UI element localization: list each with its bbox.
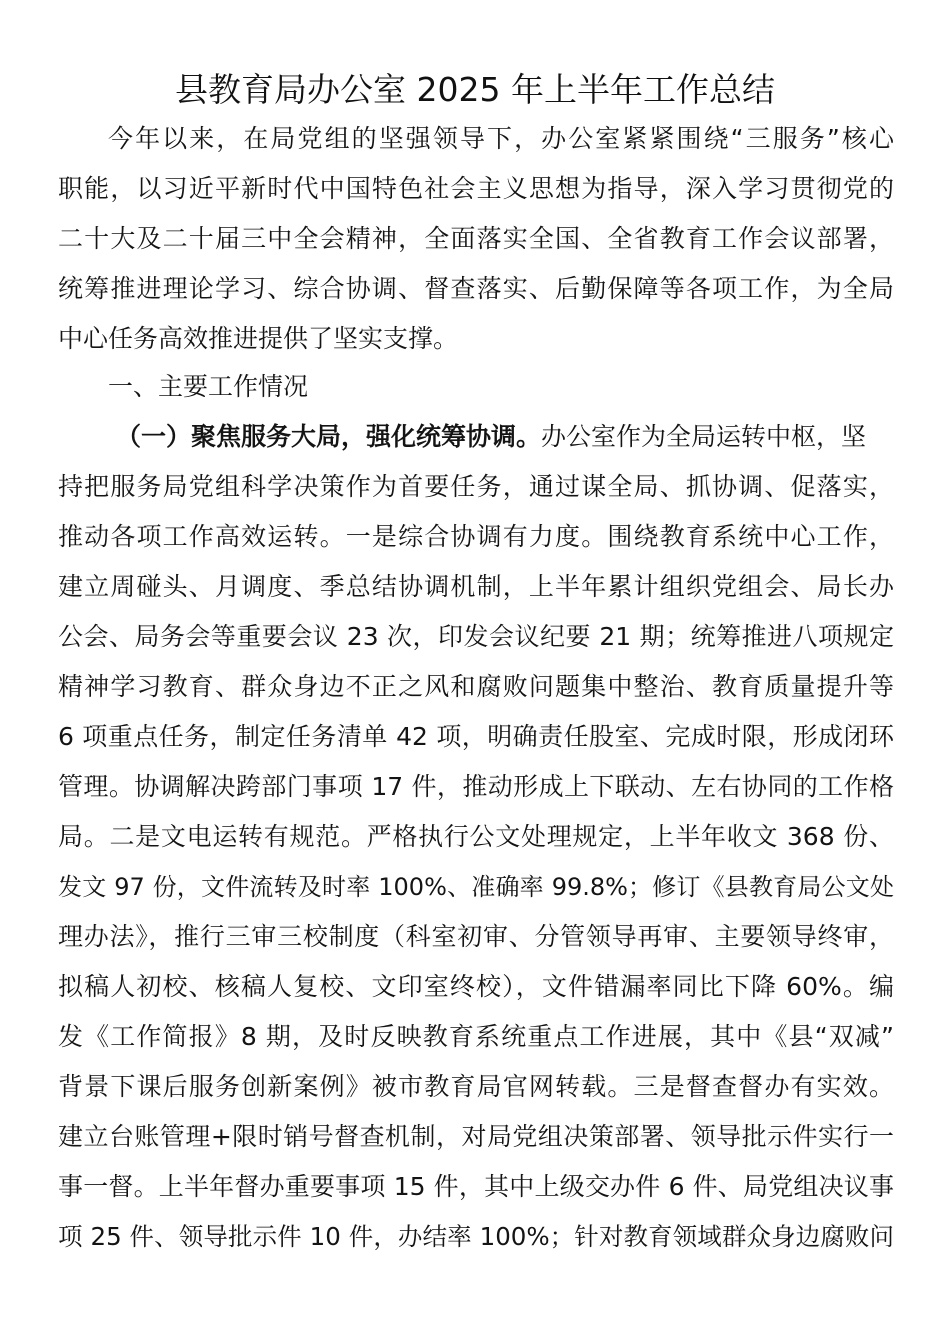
paragraph-2-line-9: 局。二是文电运转有规范。严格执行公文处理规定，上半年收文 368 份、 xyxy=(58,822,894,851)
paragraph-2-line-11: 理办法》，推行三审三校制度（科室初审、分管领导再审、主要领导终审， xyxy=(58,922,894,951)
paragraph-1-line-3: 二十大及二十届三中全会精神，全面落实全国、全省教育工作会议部署， xyxy=(58,224,894,253)
paragraph-1-line-2: 职能，以习近平新时代中国特色社会主义思想为指导，深入学习贯彻党的 xyxy=(58,174,894,203)
paragraph-2-line-15: 建立台账管理+限时销号督查机制，对局党组决策部署、领导批示件实行一 xyxy=(58,1122,894,1151)
paragraph-2-line-13: 发《工作简报》8 期，及时反映教育系统重点工作进展，其中《县“双减” xyxy=(58,1022,894,1051)
paragraph-2-line-1 xyxy=(116,412,894,462)
paragraph-2-line-12: 拟稿人初校、核稿人复校、文印室终校），文件错漏率同比下降 60%。编 xyxy=(58,972,894,1001)
paragraph-2-line-14: 背景下课后服务创新案例》被市教育局官网转载。三是督查督办有实效。 xyxy=(58,1072,894,1101)
paragraph-2-line-6: 精神学习教育、群众身边不正之风和腐败问题集中整治、教育质量提升等 xyxy=(58,672,894,701)
paragraph-2-line-16: 事一督。上半年督办重要事项 15 件，其中上级交办件 6 件、局党组决议事 xyxy=(58,1172,894,1201)
document-title: 县教育局办公室 2025 年上半年工作总结 xyxy=(175,70,775,109)
paragraph-2-line-7: 6 项重点任务，制定任务清单 42 项，明确责任股室、完成时限，形成闭环 xyxy=(58,722,894,751)
paragraph-2-line-17: 项 25 件、领导批示件 10 件，办结率 100%；针对教育领域群众身边腐败问 xyxy=(58,1222,894,1251)
paragraph-1-line-5: 中心任务高效推进提供了坚实支撑。 xyxy=(58,324,459,353)
paragraph-2-line-4: 建立周碰头、月调度、季总结协调机制，上半年累计组织党组会、局长办 xyxy=(58,572,894,601)
paragraph-2-line-8: 管理。协调解决跨部门事项 17 件，推动形成上下联动、左右协同的工作格 xyxy=(58,772,894,801)
section-heading-1: 一、主要工作情况 xyxy=(108,372,309,401)
subsection-heading-1: （一）聚焦服务大局，强化统筹协调。 xyxy=(116,422,542,451)
paragraph-2-line-1-text: 办公室作为全局运转中枢，坚 xyxy=(541,422,867,451)
paragraph-2-line-5: 公会、局务会等重要会议 23 次，印发会议纪要 21 期；统筹推进八项规定 xyxy=(58,622,894,651)
paragraph-1-line-1: 今年以来，在局党组的坚强领导下，办公室紧紧围绕“三服务”核心 xyxy=(108,124,894,153)
paragraph-2-line-10: 发文 97 份，文件流转及时率 100%、准确率 99.8%；修订《县教育局公文处 xyxy=(58,873,894,901)
paragraph-1-line-4: 统筹推进理论学习、综合协调、督查落实、后勤保障等各项工作，为全局 xyxy=(58,274,894,303)
paragraph-2-line-2: 持把服务局党组科学决策作为首要任务，通过谋全局、抓协调、促落实， xyxy=(58,472,894,501)
paragraph-2-line-3: 推动各项工作高效运转。一是综合协调有力度。围绕教育系统中心工作， xyxy=(58,522,894,551)
